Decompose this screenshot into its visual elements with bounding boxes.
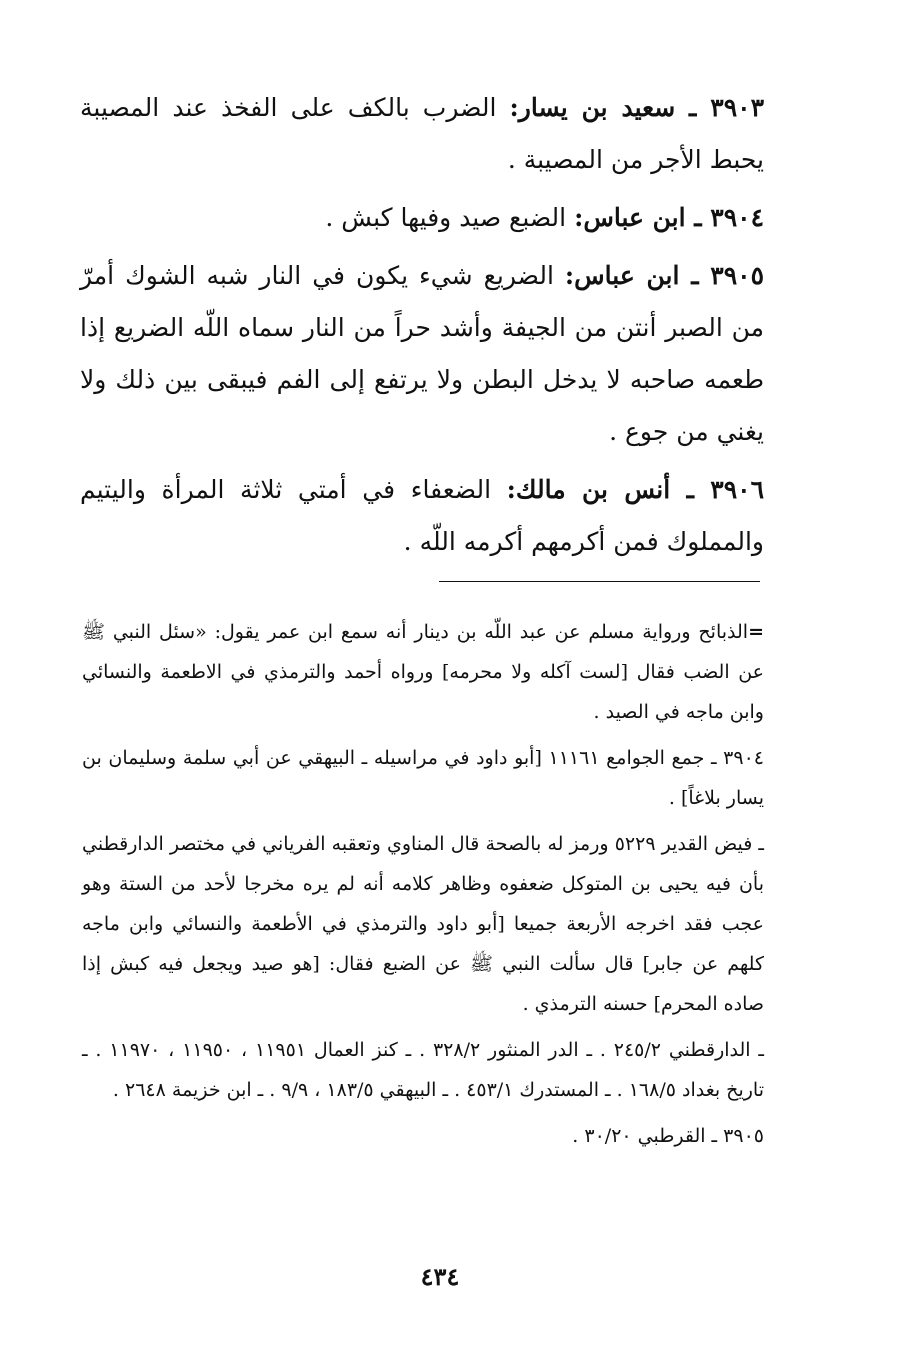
continuation-mark: = bbox=[748, 621, 764, 643]
footnote-text: ٣٩٠٥ ـ القرطبي ٣٠/٢٠ . bbox=[572, 1125, 764, 1147]
footnote-text: ـ فيض القدير ٥٢٢٩ ورمز له بالصحة قال المناوي وتعقبه الفرياني في مختصر الدارقطني بأن فيه يحيى بن المتوكل ضعفوه وظاهر كلامه أنه لم يره مخرجا لأحد من الستة وهو عجب فقد اخرجه الأربعة جميعا [أبو داود والترمذي في الأطعمة والنسائي وابن ماجه كلهم عن جابر] قال سألت النبي ﷺ عن الضبع فقال: [هو صيد ويجعل فيه كبش إذا صاده المحرم] حسنه الترمذي . bbox=[82, 833, 765, 1015]
entry-text: الضريع شيء يكون في النار شبه الشوك أمرّ من الصبر أنتن من الجيفة وأشد حراً من النار سماه اللّه الضريع إذا طعمه صاحبه لا يدخل البطن ولا يرتفع إلى الفم فيبقى بين ذلك ولا يغني من جوع . bbox=[80, 261, 764, 446]
footnote-text: ـ الدارقطني ٢٤٥/٢ . ـ الدر المنثور ٣٢٨/٢ . ـ كنز العمال ١١٩٥١ ، ١١٩٥٠ ، ١١٩٧٠ . ـ تاريخ بغداد ١٦٨/٥ . ـ المستدرك ٤٥٣/١ . ـ البيهقي ١٨٣/٥ ، ٩/٩ . ـ ابن خزيمة ٢٦٤٨ . bbox=[82, 1039, 764, 1101]
page-number: ٤٣٤ bbox=[420, 1262, 460, 1291]
entry-3906 bbox=[80, 464, 764, 568]
footnote-continuation bbox=[82, 612, 764, 732]
main-text-block bbox=[80, 82, 764, 574]
entry-narrator: سعيد بن يسار bbox=[518, 93, 676, 122]
entry-number: ٣٩٠٣ bbox=[710, 93, 764, 122]
entry-3905 bbox=[80, 250, 764, 458]
footnote-text: الذبائح ورواية مسلم عن عبد اللّه بن دينار أنه سمع ابن عمر يقول: «سئل النبي ﷺ عن الضب فقال [لست آكله ولا محرمه] ورواه أحمد والترمذي في الاطعمة والنسائي وابن ماجه في الصيد . bbox=[82, 621, 764, 723]
entry-text: الضعفاء في أمتي ثلاثة المرأة واليتيم والمملوك فمن أكرمهم أكرمه اللّه . bbox=[80, 475, 764, 556]
footnote-references bbox=[82, 1030, 764, 1110]
footnote-text: ٣٩٠٤ ـ جمع الجوامع ١١١٦١ [أبو داود في مراسيله ـ البيهقي عن أبي سلمة وسليمان بن يسار بلاغاً] . bbox=[82, 747, 764, 809]
entry-narrator: ابن عباس bbox=[574, 261, 680, 290]
entry-head: ٣٩٠٥ ـ ابن عباس: bbox=[564, 261, 764, 290]
entry-narrator: أنس بن مالك bbox=[515, 475, 671, 504]
footnote-faid-alqadir bbox=[82, 824, 764, 1024]
footnotes-block bbox=[82, 612, 764, 1162]
footnote-3904 bbox=[82, 738, 764, 818]
entry-text: الضبع صيد وفيها كبش . bbox=[325, 203, 567, 232]
entry-number: ٣٩٠٤ bbox=[710, 203, 764, 232]
entry-3904 bbox=[80, 192, 764, 244]
entry-3903 bbox=[80, 82, 764, 186]
entry-number: ٣٩٠٥ bbox=[710, 261, 764, 290]
entry-head: ٣٩٠٦ ـ أنس بن مالك: bbox=[506, 475, 765, 504]
footnote-divider bbox=[439, 581, 760, 582]
entry-head: ٣٩٠٤ ـ ابن عباس: bbox=[574, 203, 764, 232]
entry-narrator: ابن عباس bbox=[583, 203, 686, 232]
footnote-3905 bbox=[82, 1116, 764, 1156]
entry-number: ٣٩٠٦ bbox=[710, 475, 765, 504]
entry-text: الضرب بالكف على الفخذ عند المصيبة يحبط الأجر من المصيبة . bbox=[80, 93, 764, 174]
entry-head: ٣٩٠٣ ـ سعيد بن يسار: bbox=[509, 93, 764, 122]
